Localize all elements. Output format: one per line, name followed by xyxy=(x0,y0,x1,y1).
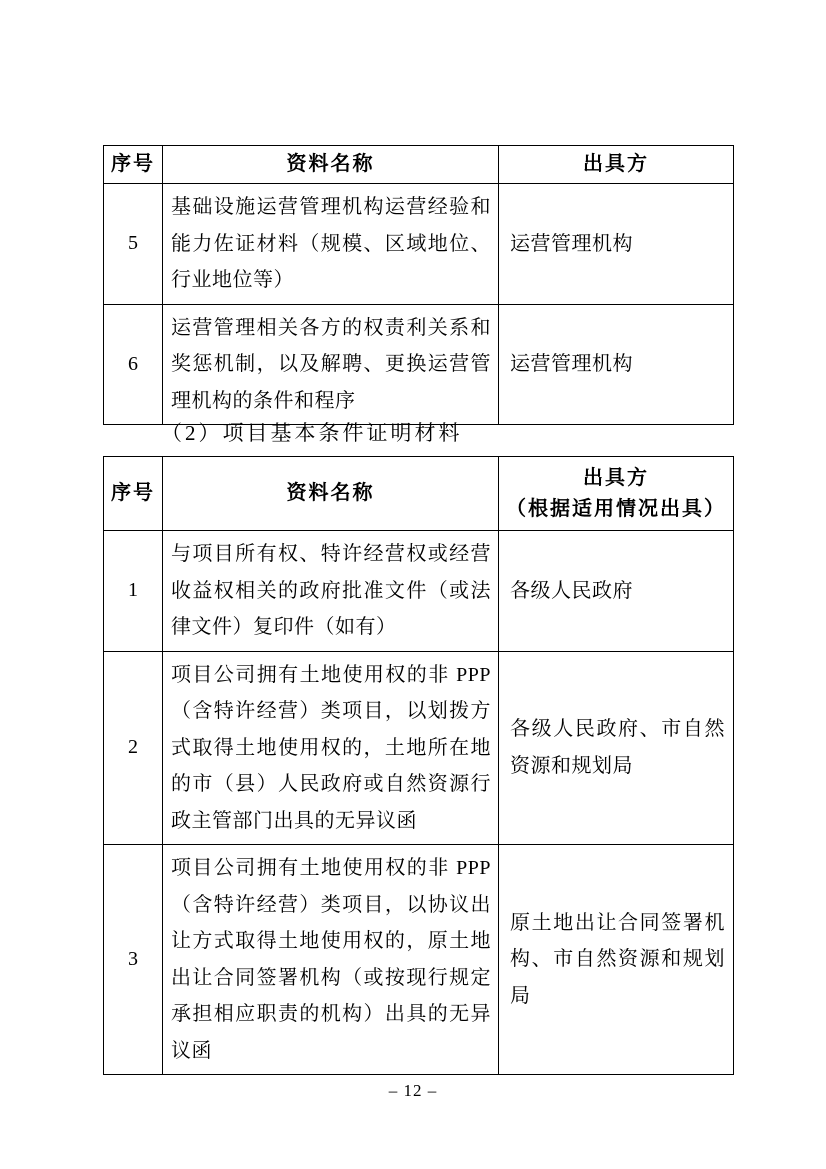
table-row xyxy=(104,304,734,425)
row-no: 6 xyxy=(104,304,163,425)
column-header-material-name: 资料名称 xyxy=(163,457,499,531)
issuer: 原土地出让合同签署机构、市自然资源和规划局 xyxy=(499,845,734,1075)
material-name: 项目公司拥有土地使用权的非 PPP（含特许经营）类项目，以协议出让方式取得土地使用权的，原土地出让合同签署机构（或按现行规定承担相应职责的机构）出具的无异议函 xyxy=(163,845,499,1075)
table-operation-materials xyxy=(103,145,734,425)
table-row xyxy=(104,651,734,845)
issuer: 运营管理机构 xyxy=(499,304,734,425)
row-no: 3 xyxy=(104,845,163,1075)
table-header-row xyxy=(104,457,734,531)
issuer: 运营管理机构 xyxy=(499,184,734,305)
material-name: 基础设施运营管理机构运营经验和能力佐证材料（规模、区域地位、行业地位等） xyxy=(163,184,499,305)
table-project-condition-materials xyxy=(103,456,734,1075)
table-row xyxy=(104,845,734,1075)
table-row xyxy=(104,531,734,652)
column-header-issuer xyxy=(499,457,734,531)
material-name: 运营管理相关各方的权责利关系和奖惩机制，以及解聘、更换运营管理机构的条件和程序 xyxy=(163,304,499,425)
page-number: – 12 – xyxy=(388,1081,438,1100)
column-header-issuer: 出具方 xyxy=(499,146,734,184)
row-no: 2 xyxy=(104,651,163,845)
material-name: 与项目所有权、特许经营权或经营收益权相关的政府批准文件（或法律文件）复印件（如有） xyxy=(163,531,499,652)
issuer: 各级人民政府 xyxy=(499,531,734,652)
column-header-no: 序号 xyxy=(104,457,163,531)
row-no: 5 xyxy=(104,184,163,305)
row-no: 1 xyxy=(104,531,163,652)
table-row xyxy=(104,184,734,305)
issuer-header-line1: 出具方 xyxy=(583,466,649,489)
column-header-no: 序号 xyxy=(104,146,163,184)
table-header-row xyxy=(104,146,734,184)
column-header-material-name: 资料名称 xyxy=(163,146,499,184)
section-heading: （2）项目基本条件证明材料 xyxy=(161,421,463,445)
issuer: 各级人民政府、市自然资源和规划局 xyxy=(499,651,734,845)
issuer-header-line2: （根据适用情况出具） xyxy=(506,497,726,520)
material-name: 项目公司拥有土地使用权的非 PPP（含特许经营）类项目，以划拨方式取得土地使用权的，土地所在地的市（县）人民政府或自然资源行政主管部门出具的无异议函 xyxy=(163,651,499,845)
